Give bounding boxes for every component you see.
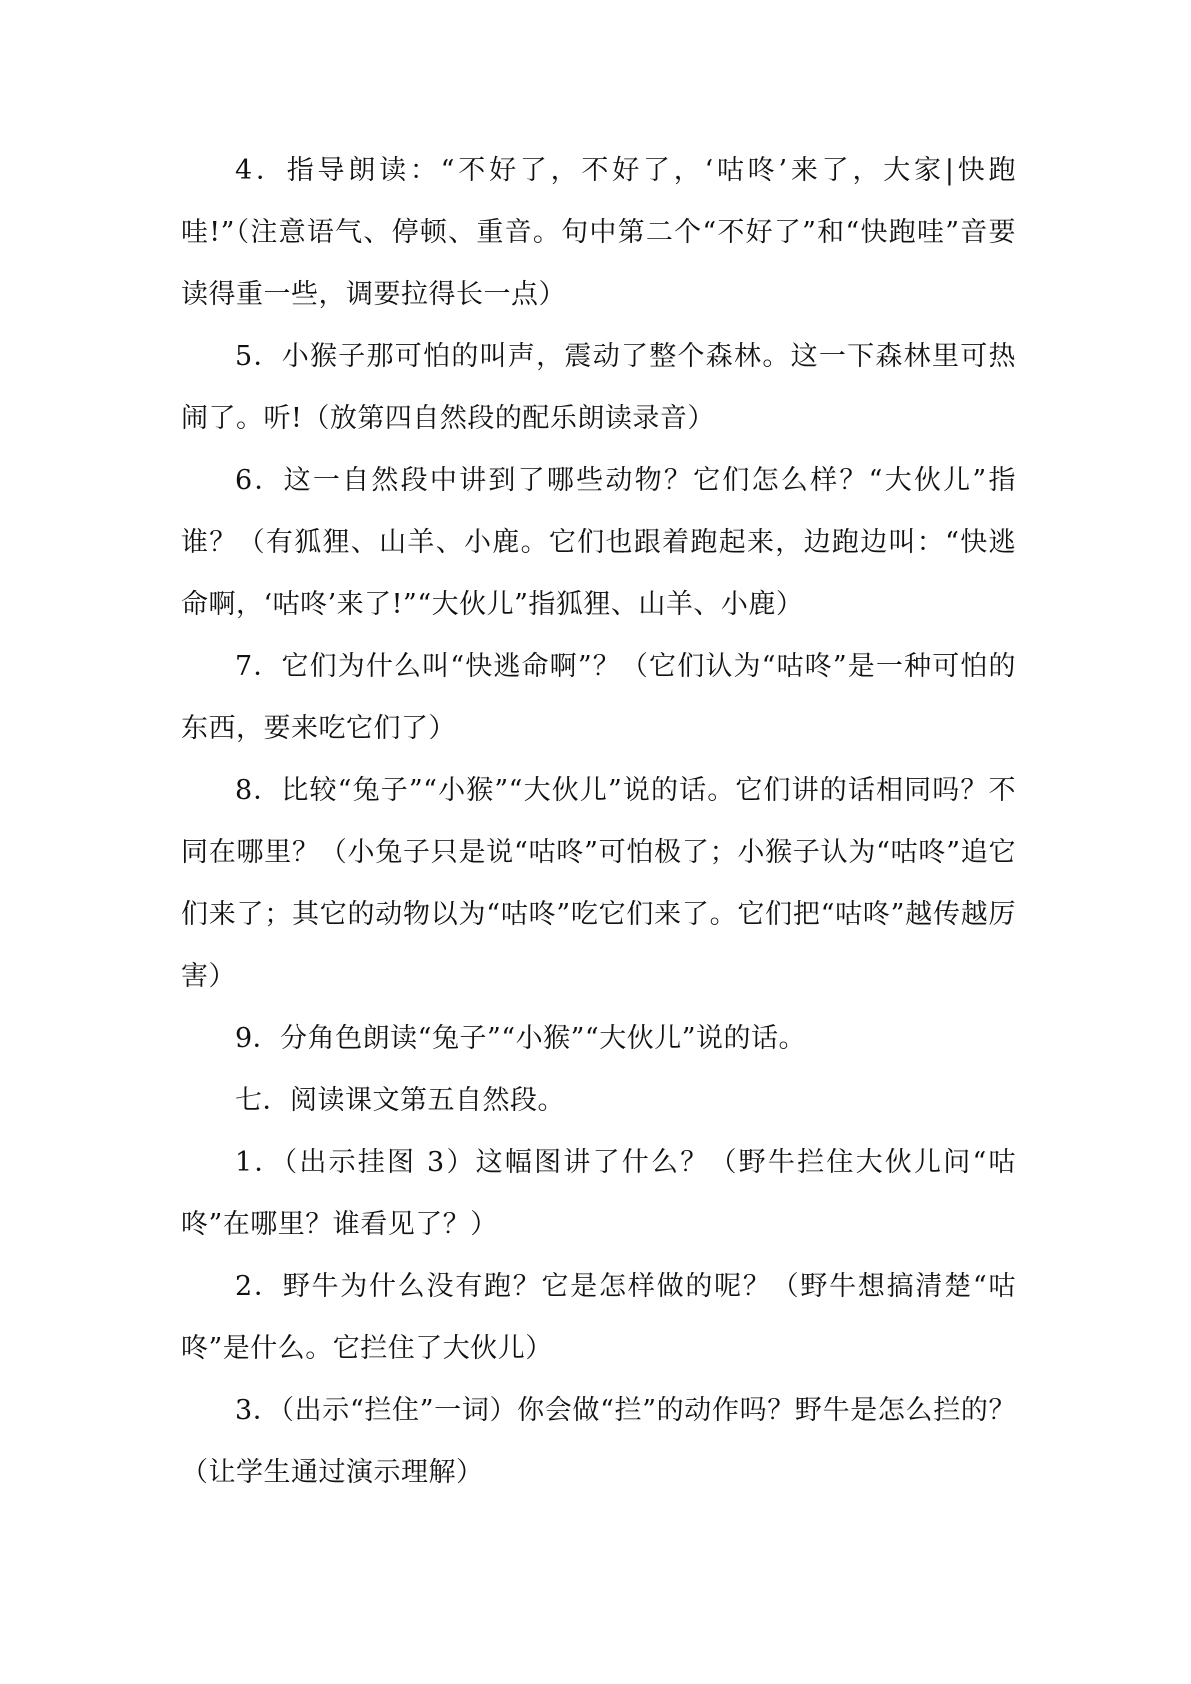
section-heading-7: 七．阅读课文第五自然段。 (235, 1085, 565, 1116)
paragraph-item-8: 8．比较“兔子”“小猴”“大伙儿”说的话。它们讲的话相同吗？不同在哪里？（小兔子只是说“咕咚”可怕极了；小猴子认为“咕咚”追它们来了；其它的动物以为“咕咚”吃它们来了。它们把“咕咚”越传越厉害） (181, 775, 1016, 992)
paragraph-item-3: 3．（出示“拦住”一词）你会做“拦”的动作吗？野牛是怎么拦的？（让学生通过演示理解） (181, 1395, 1016, 1488)
paragraph-item-7: 7．它们为什么叫“快逃命啊”？（它们认为“咕咚”是一种可怕的东西，要来吃它们了） (181, 651, 1016, 744)
paragraph-item-2: 2．野牛为什么没有跑？它是怎样做的呢？（野牛想搞清楚“咕咚”是什么。它拦住了大伙儿） (181, 1271, 1016, 1364)
paragraph-item-1: 1．（出示挂图 3）这幅图讲了什么？（野牛拦住大伙儿问“咕咚”在哪里？谁看见了？） (181, 1147, 1016, 1240)
paragraph-item-9: 9．分角色朗读“兔子”“小猴”“大伙儿”说的话。 (235, 1023, 806, 1054)
paragraph-item-6: 6．这一自然段中讲到了哪些动物？它们怎么样？“大伙儿”指谁？（有狐狸、山羊、小鹿。它们也跟着跑起来，边跑边叫：“快逃命啊，‘咕咚’来了!”“大伙儿”指狐狸、山羊、小鹿） (181, 465, 1016, 620)
document-body (181, 140, 1016, 1504)
paragraph-item-5: 5．小猴子那可怕的叫声，震动了整个森林。这一下森林里可热闹了。听!（放第四自然段的配乐朗读录音） (181, 341, 1016, 434)
paragraph-item-4: 4．指导朗读：“不好了，不好了，‘咕咚’来了，大家|快跑哇!”（注意语气、停顿、重音。句中第二个“不好了”和“快跑哇”音要读得重一些，调要拉得长一点） (181, 155, 1016, 310)
